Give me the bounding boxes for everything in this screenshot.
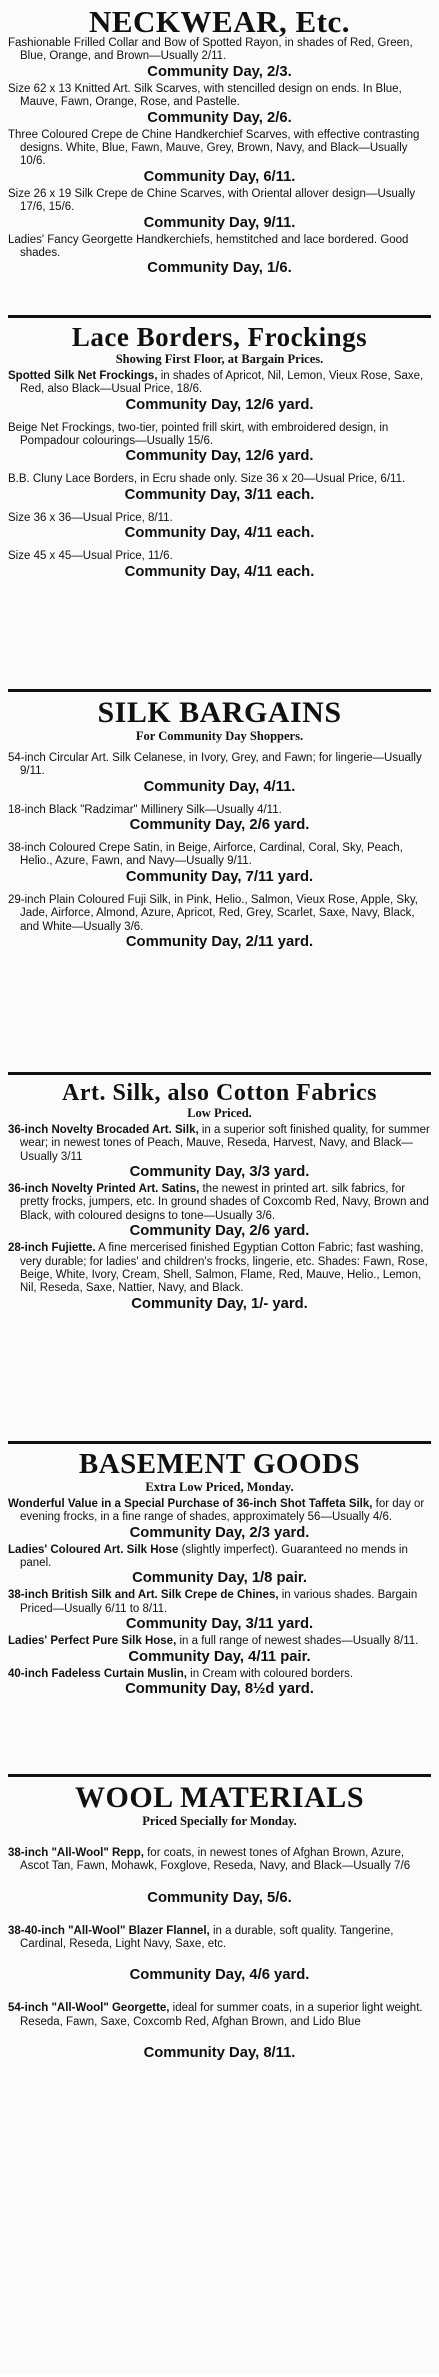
list-item (8, 1498, 431, 1542)
item-price: Community Day, 2/3. (147, 63, 292, 80)
list-item (8, 550, 431, 580)
section-art-silk-cotton (8, 1075, 431, 1444)
item-description: Ladies' Coloured Art. Silk Hose (slightly imperfect). Guaranteed no mends in panel. (8, 1543, 408, 1569)
item-description: 36-inch Novelty Brocaded Art. Silk, in a superior soft finished quality, for summer wear; in newest tones of Peach, Mauve, Reseda, Harvest, Navy, and Black—Usually 3/11 (8, 1123, 430, 1163)
list-item (8, 512, 431, 542)
item-price: Community Day, 2/6 yard. (129, 1223, 310, 1240)
item-description: 54-inch "All-Wool" Georgette, ideal for summer coats, in a superior light weight. Reseda, Fawn, Saxe, Coxcomb Red, Afghan Brown, and Lido Blue (8, 2002, 423, 2028)
list-item (8, 752, 431, 796)
item-description: Size 62 x 13 Knitted Art. Silk Scarves, with stencilled design on ends. In Blue, Mauve, Fawn, Orange, Rose, and Pastelle. (8, 82, 402, 109)
item-description: 40-inch Fadeless Curtain Muslin, in Cream with coloured borders. (8, 1667, 354, 1680)
item-description: Wonderful Value in a Special Purchase of 36-inch Shot Taffeta Silk, for day or evening frocks, in a fine range of shades, approximately 56—Usually 4/6. (8, 1497, 425, 1524)
item-price: Community Day, 4/6 yard. (129, 1967, 310, 1984)
item-price: Community Day, 2/3 yard. (129, 1524, 310, 1541)
item-price: Community Day, 2/6. (147, 109, 292, 126)
section-heading: NECKWEAR, Etc. (88, 4, 351, 39)
list-item (8, 804, 431, 834)
section-lace-borders (8, 318, 431, 692)
item-description: Beige Net Frockings, two-tier, pointed frill skirt, with embroidered design, in Pompadour colourings—Usually 15/6. (8, 421, 389, 447)
item-description: B.B. Cluny Lace Borders, in Ecru shade only. Size 36 x 20—Usual Price, 6/11. (8, 473, 406, 486)
list-item (8, 83, 431, 127)
list-item (8, 1635, 431, 1665)
item-description: 18-inch Black "Radzimar" Millinery Silk—Usually 4/11. (8, 803, 282, 816)
item-price: Community Day, 4/11. (143, 778, 296, 795)
section-silk-bargains (8, 692, 431, 1075)
section-subheading: Showing First Floor, at Bargain Prices. (115, 352, 324, 366)
list-item (8, 234, 431, 278)
list-item (8, 1242, 431, 1313)
list-item (8, 188, 431, 232)
item-description: 38-inch "All-Wool" Repp, for coats, in newest tones of Afghan Brown, Azure, Ascot Tan, Fawn, Mohawk, Foxglove, Reseda, Navy, and Black—Usually 7/6 (8, 1846, 411, 1873)
list-item (8, 1544, 431, 1588)
item-price: Community Day, 4/11 each. (124, 525, 315, 542)
item-description: Size 45 x 45—Usual Price, 11/6. (8, 550, 173, 563)
item-description: 54-inch Circular Art. Silk Celanese, in Ivory, Grey, and Fawn; for lingerie—Usually 9/11. (8, 751, 422, 778)
item-price: Community Day, 12/6 yard. (125, 448, 314, 465)
item-price: Community Day, 12/6 yard. (125, 396, 314, 413)
list-item (8, 1589, 431, 1633)
section-subheading: Extra Low Priced, Monday. (145, 1480, 294, 1494)
section-subheading: For Community Day Shoppers. (135, 729, 304, 743)
section-heading: Lace Borders, Frockings (71, 322, 368, 352)
item-price: Community Day, 1/6. (147, 260, 292, 277)
item-description: 28-inch Fujiette. A fine mercerised finished Egyptian Cotton Fabric; fast washing, very durable; for ladies' and children's frocks, lingerie, etc. Shades: Fawn, Rose, Beige, White, Ivory, Cream, Shell, Salmon, Flame, Red, Mauve, Helio., Lemon, Nil, Reseda, Saxe, Nattier, Navy, and Black. (8, 1242, 428, 1295)
list-item (8, 473, 431, 503)
item-description: Spotted Silk Net Frockings, in shades of Apricot, Nil, Lemon, Vieux Rose, Saxe, Red, also Black—Usual Price, 18/6. (8, 369, 424, 396)
section-heading: Art. Silk, also Cotton Fabrics (62, 1080, 377, 1106)
item-price: Community Day, 8½d yard. (125, 1681, 314, 1697)
section-subheading: Priced Specially for Monday. (142, 1814, 297, 1828)
item-price: Community Day, 3/3 yard. (129, 1163, 310, 1180)
item-description: Three Coloured Crepe de Chine Handkerchief Scarves, with effective contrasting designs. White, Blue, Fawn, Mauve, Grey, Brown, Navy, and Black—Usually 10/6. (8, 128, 420, 168)
list-item (8, 1668, 431, 1698)
item-description: Ladies' Fancy Georgette Handkerchiefs, hemstitched and lace bordered. Good shades. (8, 233, 409, 260)
section-heading: BASEMENT GOODS (78, 1448, 361, 1480)
list-item (8, 842, 431, 886)
item-price: Community Day, 2/11 yard. (125, 934, 314, 950)
section-heading: WOOL MATERIALS (75, 1781, 364, 1814)
item-description: Size 26 x 19 Silk Crepe de Chine Scarves, with Oriental allover design—Usually 17/6, 15/6. (8, 187, 416, 214)
section-subheading: Low Priced. (187, 1106, 252, 1120)
list-item (8, 370, 431, 414)
list-item (8, 37, 431, 81)
item-price: Community Day, 3/11 yard. (125, 1616, 314, 1633)
item-description: Ladies' Perfect Pure Silk Hose, in a full range of newest shades—Usually 8/11. (8, 1635, 419, 1648)
item-price: Community Day, 7/11 yard. (125, 868, 314, 885)
section-neckwear (8, 4, 431, 318)
section-wool-materials (8, 1777, 431, 2377)
item-price: Community Day, 1/8 pair. (132, 1570, 307, 1587)
list-item (8, 2002, 431, 2062)
section-heading: SILK BARGAINS (97, 696, 342, 729)
item-description: 29-inch Plain Coloured Fuji Silk, in Pink, Helio., Salmon, Vieux Rose, Apple, Sky, Jade, Airforce, Almond, Azure, Apricot, Red, Grey, Scarlet, Saxe, Navy, Black, and White—Usually 3/6. (8, 893, 418, 933)
list-item (8, 1183, 431, 1240)
item-description: 36-inch Novelty Printed Art. Satins, the newest in printed art. silk fabrics, for pretty frocks, jumpers, etc. In ground shades of Coxcomb Red, Navy, Brown and Black, with coloured designs to tone—Usually 3/6. (8, 1182, 429, 1222)
item-price: Community Day, 2/6 yard. (129, 816, 310, 833)
list-item (8, 894, 431, 951)
list-item (8, 1847, 431, 1907)
item-price: Community Day, 4/11 each. (124, 563, 315, 580)
item-price: Community Day, 3/11 each. (124, 486, 315, 503)
item-price: Community Day, 4/11 pair. (128, 1648, 311, 1665)
item-description: Size 36 x 36—Usual Price, 8/11. (8, 511, 173, 524)
item-description: Fashionable Frilled Collar and Bow of Spotted Rayon, in shades of Red, Green, Blue, Orange, and Brown—Usually 2/11. (8, 37, 413, 63)
item-price: Community Day, 9/11. (143, 214, 296, 231)
list-item (8, 1124, 431, 1181)
section-basement-goods (8, 1444, 431, 1777)
item-price: Community Day, 6/11. (143, 168, 296, 185)
item-description: 38-inch British Silk and Art. Silk Crepe de Chines, in various shades. Bargain Priced—Usually 6/11 to 8/11. (8, 1589, 418, 1615)
list-item (8, 1925, 431, 1985)
list-item (8, 422, 431, 466)
item-price: Community Day, 5/6. (147, 1889, 292, 1906)
item-description: 38-inch Coloured Crepe Satin, in Beige, Airforce, Cardinal, Coral, Sky, Peach, Helio., Azure, Fawn, and Navy—Usually 9/11. (8, 841, 403, 868)
item-price: Community Day, 8/11. (143, 2045, 296, 2062)
item-description: 38-40-inch "All-Wool" Blazer Flannel, in a durable, soft quality. Tangerine, Cardinal, Reseda, Light Navy, Saxe, etc. (8, 1924, 394, 1950)
item-price: Community Day, 1/- yard. (131, 1295, 308, 1312)
list-item (8, 129, 431, 186)
